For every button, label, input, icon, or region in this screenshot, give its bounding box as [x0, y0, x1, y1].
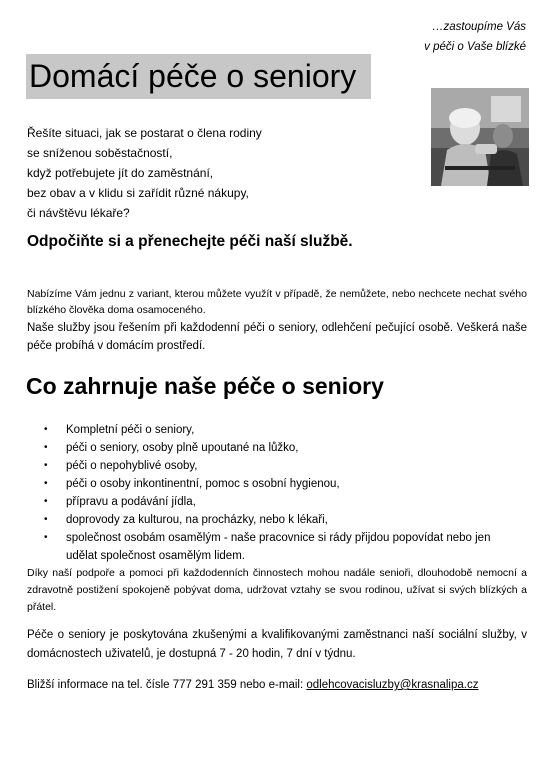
care-item-text: Kompletní péči o seniory, — [66, 424, 195, 436]
tagline-line-2: v péči o Vaše blízké — [424, 41, 526, 53]
bullet-icon: • — [44, 478, 48, 489]
list-item — [44, 529, 524, 565]
list-item — [44, 439, 524, 457]
intro-line-1: Řešíte situaci, jak se postarat o člena rodiny — [27, 126, 262, 140]
title-banner — [26, 54, 371, 99]
tagline-line-1: …zastoupíme Vás — [432, 21, 526, 33]
bullet-icon: • — [44, 532, 48, 543]
tagline — [424, 17, 526, 57]
page-title: Domácí péče o seniory — [29, 58, 357, 94]
bullet-icon: • — [44, 460, 48, 471]
intro-questions — [27, 123, 407, 223]
list-item — [44, 421, 524, 439]
list-item — [44, 511, 524, 529]
contact-line — [27, 676, 547, 694]
intro-line-3: když potřebujete jít do zaměstnání, — [27, 166, 214, 180]
bullet-icon: • — [44, 424, 48, 435]
contact-text: Bližší informace na tel. čísle 777 291 359 nebo e-mail: — [27, 679, 307, 691]
subheading: Odpočiňte si a přenechejte péči naší službě. — [27, 233, 353, 250]
bullet-icon: • — [44, 514, 48, 525]
bullet-icon: • — [44, 496, 48, 507]
list-item — [44, 457, 524, 475]
care-item-text: péči o osoby inkontinentní, pomoc s osobní hygienou, — [66, 478, 340, 490]
provided-paragraph: Péče o seniory je poskytována zkušenými a kvalifikovanými zaměstnanci naší sociální služby, v domácnostech uživatelů, je dostupná 7 - 20 hodin, 7 dní v týdnu. — [27, 629, 527, 660]
care-list — [44, 421, 524, 565]
intro-line-5: či návštěvu lékaře? — [27, 206, 130, 220]
bullet-icon: • — [44, 442, 48, 453]
support-paragraph: Díky naší podpoře a pomoci při každodenních činnostech mohou nadále senioři, dlouhodobě nemocní a zdravotně postižení spokojeně pobývat doma, udržovat vztahy se svou rodinou, užívat si svých blízkých a přátel. — [27, 567, 527, 613]
care-item-text: přípravu a podávání jídla, — [66, 496, 196, 508]
senior-photo — [431, 88, 529, 186]
care-item-text: doprovody za kulturou, na procházky, nebo k lékaři, — [66, 514, 328, 526]
email-link[interactable]: odlehcovacisluzby@krasnalipa.cz — [306, 679, 479, 691]
offer-paragraph: Nabízíme Vám jednu z variant, kterou můžete využít v případě, že nemůžete, nebo nechcete nechat svého blízkého člověka doma osamoceného. — [27, 288, 527, 316]
care-item-text: péči o seniory, osoby plně upoutané na lůžko, — [66, 442, 299, 454]
intro-line-2: se sníženou soběstačností, — [27, 146, 173, 160]
intro-line-4: bez obav a v klidu si zařídit různé nákupy, — [27, 186, 249, 200]
list-item — [44, 475, 524, 493]
section-title: Co zahrnuje naše péče o seniory — [26, 373, 384, 399]
care-item-text: společnost osobám osamělým - naše pracovnice si rády přijdou popovídat nebo jen udělat společnost osamělým lidem. — [66, 532, 491, 562]
services-paragraph: Naše služby jsou řešením při každodenní péči o seniory, odlehčení pečující osobě. Veškerá naše péče probíhá v domácím prostředí. — [27, 322, 527, 352]
list-item — [44, 493, 524, 511]
care-item-text: péči o nepohyblivé osoby, — [66, 460, 198, 472]
senior-photo-image — [431, 88, 529, 186]
